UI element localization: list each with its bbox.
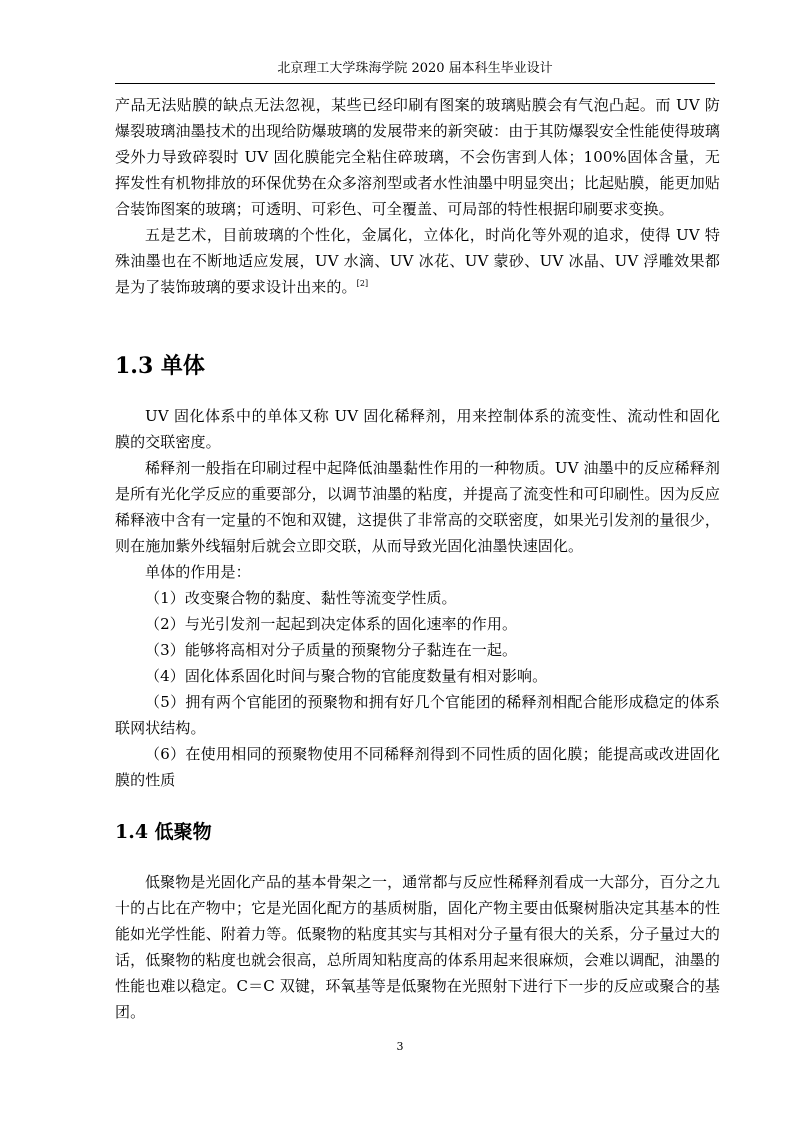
list-item: （2）与光引发剂一起起到决定体系的固化速率的作用。 (145, 615, 518, 633)
section-1-4-paragraph-1: 低聚物是光固化产品的基本骨架之一，通常都与反应性稀释剂看成一大部分，百分之九十的占比在产物中；它是光固化配方的基质树脂，固化产物主要由低聚树脂决定其基本的性能如光学性能、附着力等。低聚物的粘度其实与其相对分子量有很大的关系，分子量过大的话，低聚物的粘度也就会很高，总所周知粘度高的体系用起来很麻烦，会难以调配，油墨的性能也难以稳定。C＝C 双键，环氧基等是低聚物在光照射下进行下一步的反应或聚合的基团。 (115, 873, 720, 1021)
citation-ref: [2] (356, 279, 369, 288)
list-item: （3）能够将高相对分子质量的预聚物分子黏连在一起。 (145, 641, 518, 659)
page-number: 3 (396, 1040, 404, 1053)
section-1-3-paragraph-1: UV 固化体系中的单体又称 UV 固化稀释剂，用来控制体系的流变性、流动性和固化膜的交联密度。 (115, 407, 720, 451)
list-item: （4）固化体系固化时间与聚合物的官能度数量有相对影响。 (145, 667, 548, 685)
section-1-3-paragraph-3: 单体的作用是： (145, 563, 251, 581)
header-rule (115, 83, 715, 84)
list-item: （6）在使用相同的预聚物使用不同稀释剂得到不同性质的固化膜；能提高或改进固化膜的性质 (115, 745, 720, 789)
intro-paragraph-1: 产品无法贴膜的缺点无法忽视，某些已经印刷有图案的玻璃贴膜会有气泡凸起。而 UV 防爆裂玻璃油墨技术的出现给防爆玻璃的发展带来的新突破：由于其防爆裂安全性能使得玻璃受外力导致碎裂时 UV 固化膜能完全粘住碎玻璃，不会伤害到人体；100%固体含量，无挥发性有机物排放的环保优势在众多溶剂型或者水性油墨中明显突出；比起贴膜，能更加贴合装饰图案的玻璃；可透明、可彩色、可全覆盖、可局部的特性根据印刷要求变换。 (115, 96, 720, 218)
section-1-3-body (115, 403, 720, 793)
section-1-3-paragraph-2: 稀释剂一般指在印刷过程中起降低油墨黏性作用的一种物质。UV 油墨中的反应稀释剂是所有光化学反应的重要部分，以调节油墨的粘度，并提高了流变性和可印刷性。因为反应稀释液中含有一定量的不饱和双键，这提供了非常高的交联密度，如果光引发剂的量很少，则在施加紫外线辐射后就会立即交联，从而导致光固化油墨快速固化。 (115, 459, 720, 555)
intro-paragraph-2-text: 五是艺术，目前玻璃的个性化，金属化，立体化，时尚化等外观的追求，使得 UV 特殊油墨也在不断地适应发展，UV 水滴、UV 冰花、UV 蒙砂、UV 冰晶、UV 浮雕效果都是为了装饰玻璃的要求设计出来的。 (115, 226, 720, 296)
intro-block (115, 92, 720, 300)
section-heading-1-3: 1.3 单体 (115, 353, 205, 379)
running-header: 北京理工大学珠海学院 2020 届本科生毕业设计 (277, 61, 553, 76)
list-item: （5）拥有两个官能团的预聚物和拥有好几个官能团的稀释剂相配合能形成稳定的体系联网状结构。 (115, 693, 720, 737)
section-heading-1-4: 1.4 低聚物 (115, 821, 212, 843)
list-item: （1）改变聚合物的黏度、黏性等流变学性质。 (145, 589, 457, 607)
section-1-4-body (115, 869, 720, 1025)
intro-paragraph-2 (115, 222, 720, 300)
